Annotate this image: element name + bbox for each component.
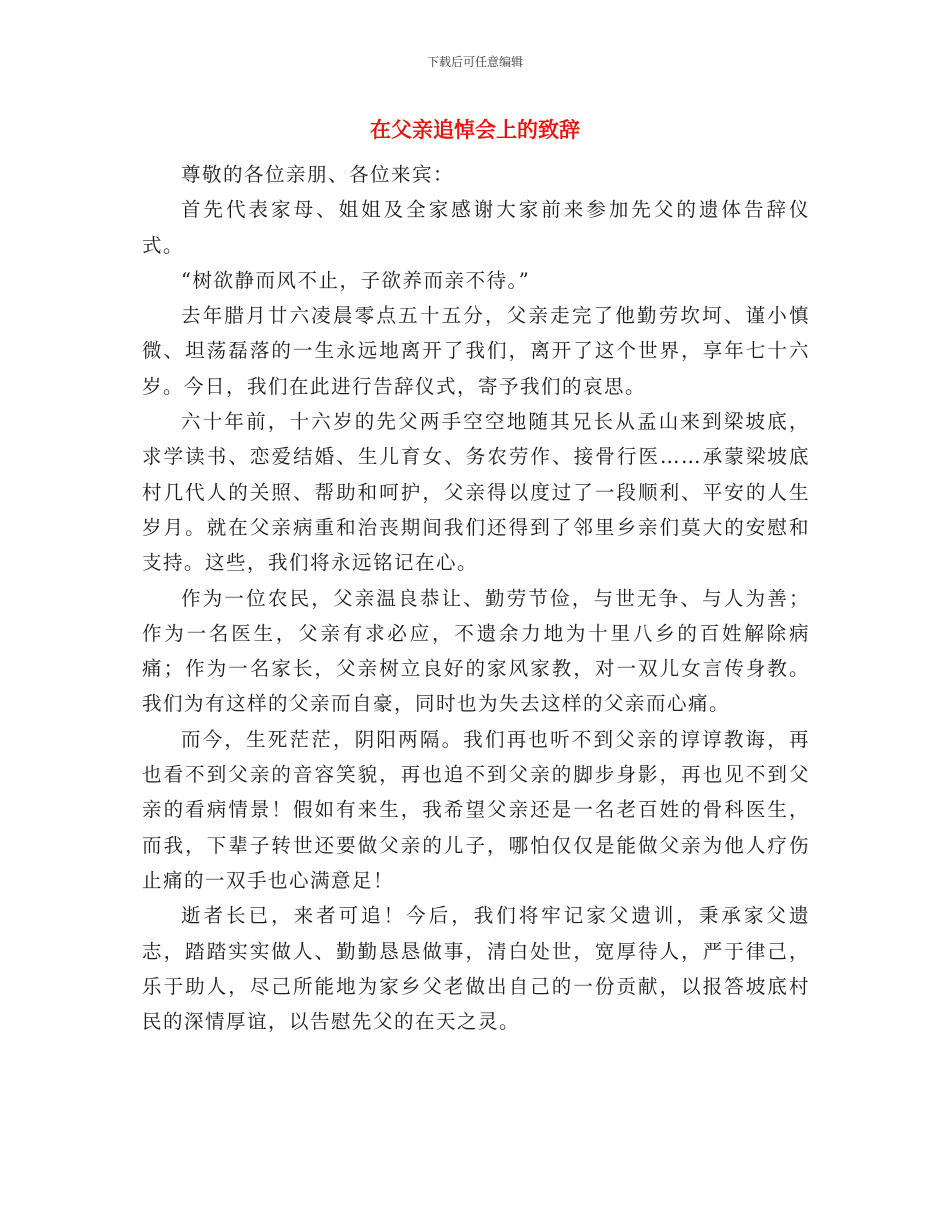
paragraph-quote: “树欲静而风不止，子欲养而亲不待。”: [181, 268, 531, 292]
paragraph-character: 作为一位农民，父亲温良恭让、勤劳节俭，与世无争、与人为善；作为一名医生，父亲有求必应，不遗余力地为十里八乡的百姓解除病痛；作为一名家长，父亲树立良好的家风家教，对一双儿女言传身教。我们为有这样的父亲而自豪，同时也为失去这样的父亲而心痛。: [142, 586, 810, 716]
header-note: 下载后可任意编辑: [426, 55, 523, 69]
paragraph-mourning: 而今，生死茫茫，阴阳两隔。我们再也听不到父亲的谆谆教诲，再也看不到父亲的音容笑貌，再也追不到父亲的脚步身影，再也见不到父亲的看病情景！假如有来生，我希望父亲还是一名老百姓的骨科医生，而我，下辈子转世还要做父亲的儿子，哪怕仅仅是能做父亲为他人疗伤止痛的一双手也心满意足！: [142, 727, 810, 892]
paragraph-history: 六十年前，十六岁的先父两手空空地随其兄长从孟山来到梁坡底，求学读书、恋爱结婚、生儿育女、务农劳作、接骨行医……承蒙梁坡底村几代人的关照、帮助和呵护，父亲得以度过了一段顺利、平安的人生岁月。就在父亲病重和治丧期间我们还得到了邻里乡亲们莫大的安慰和支持。这些，我们将永远铭记在心。: [142, 410, 810, 575]
document-title: 在父亲追悼会上的致辞: [370, 118, 580, 142]
paragraph-passing: 去年腊月廿六凌晨零点五十五分，父亲走完了他勤劳坎坷、谨小慎微、坦荡磊落的一生永远地离开了我们，离开了这个世界，享年七十六岁。今日，我们在此进行告辞仪式，寄予我们的哀思。: [142, 304, 810, 398]
document-body: [142, 157, 810, 1039]
paragraph-thanks: 首先代表家母、姐姐及全家感谢大家前来参加先父的遗体告辞仪式。: [142, 198, 810, 257]
paragraph-closing: 逝者长已，来者可追！今后，我们将牢记家父遗训，秉承家父遗志，踏踏实实做人、勤勤恳恳做事，清白处世，宽厚待人，严于律己，乐于助人，尽己所能地为家乡父老做出自己的一份贡献，以报答坡底村民的深情厚谊，以告慰先父的在天之灵。: [142, 904, 810, 1034]
paragraph-salutation: 尊敬的各位亲朋、各位来宾：: [181, 163, 455, 186]
